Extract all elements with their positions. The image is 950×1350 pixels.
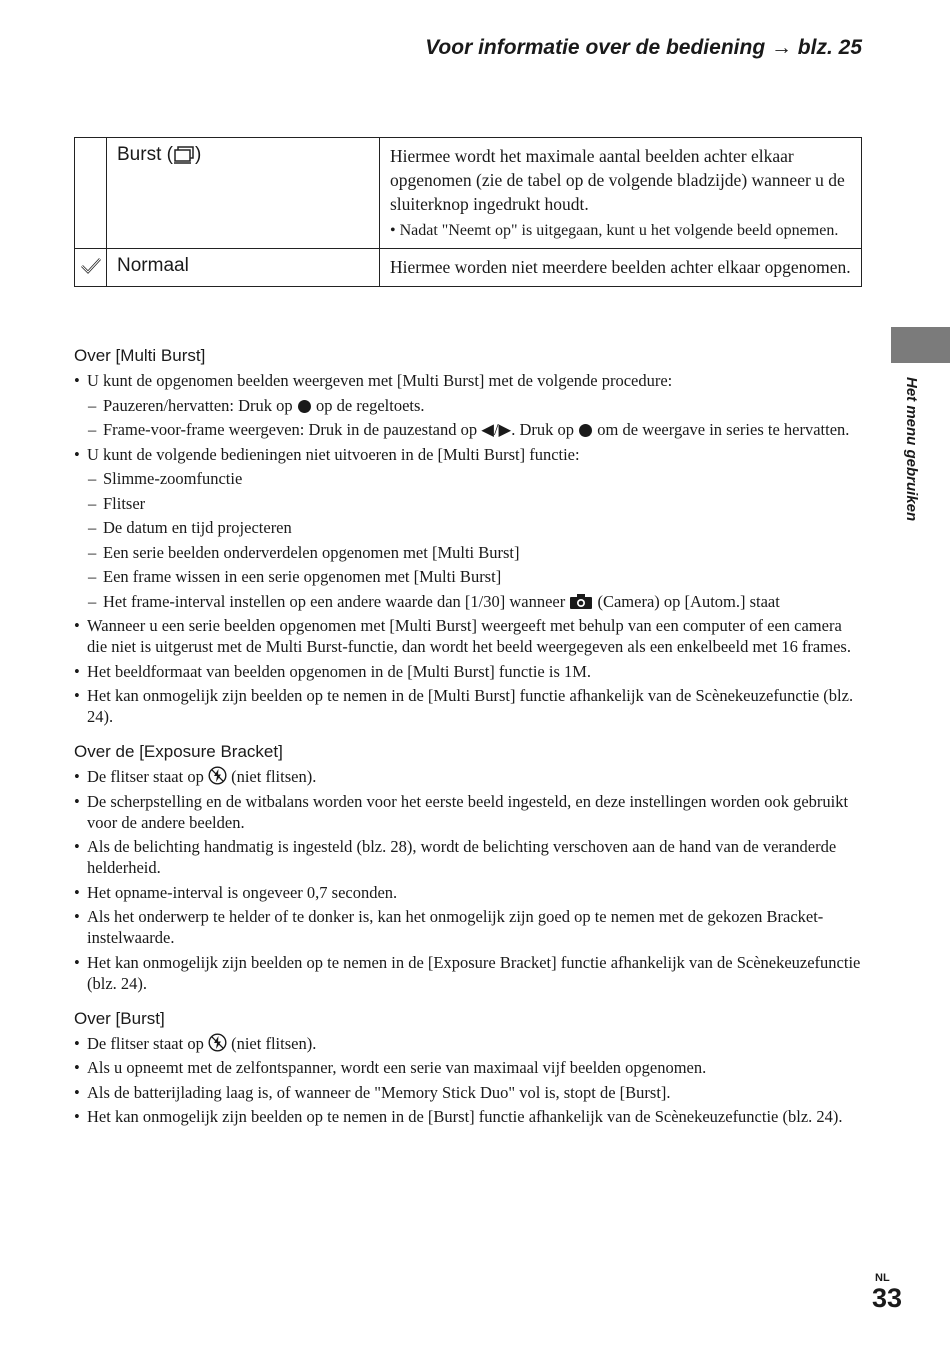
flash-off-icon: [208, 1033, 227, 1052]
list-item: • Als de batterijlading laag is, of wanneer de "Memory Stick Duo" vol is, stopt de [Burst].: [74, 1082, 864, 1103]
list-item: • De flitser staat op (niet flitsen).: [74, 766, 864, 787]
option-note: • Nadat "Neemt op" is uitgegaan, kunt u het volgende beeld opnemen.: [390, 222, 839, 239]
list-item: • De scherpstelling en de witbalans worden voor het eerste beeld ingesteld, en deze instellingen worden ook gebruikt voor de andere beelden.: [74, 791, 864, 833]
list-subitem: – Een frame wissen in een serie opgenomen met [Multi Burst]: [74, 566, 864, 587]
table-row-normaal: [75, 249, 862, 287]
burst-mode-icon: [173, 146, 195, 164]
page-number: 33: [872, 1283, 903, 1313]
list-subitem: – Het frame-interval instellen op een andere waarde dan [1/30] wanneer (Camera) op [Autom.] staat: [74, 591, 864, 612]
list-subitem: – Flitser: [74, 493, 864, 514]
side-tab-label: Het menu gebruiken: [903, 377, 920, 522]
section-title: Over [Burst]: [74, 1008, 165, 1028]
side-tab-label-container: [896, 377, 922, 537]
list-subitem: – Pauzeren/hervatten: Druk op op de regeltoets.: [74, 395, 864, 416]
table-row-burst: [75, 138, 862, 249]
burst-settings-table: [74, 137, 862, 287]
option-name: Burst: [117, 144, 162, 165]
check-cell: [75, 249, 107, 287]
option-name-cell: [107, 249, 380, 287]
bullet-list: [74, 1033, 864, 1128]
page-language: NL: [875, 1272, 890, 1284]
list-subitem: – De datum en tijd projecteren: [74, 517, 864, 538]
list-item: • Het kan onmogelijk zijn beelden op te nemen in de [Burst] functie afhankelijk van de Scènekeuzefunctie (blz. 24).: [74, 1106, 864, 1127]
center-button-icon: [578, 423, 593, 438]
list-item: • U kunt de volgende bedieningen niet uitvoeren in de [Multi Burst] functie:: [74, 444, 864, 465]
option-description: Hiermee wordt het maximale aantal beelden achter elkaar opgenomen (zie de tabel op de volgende bladzijde) wanneer u de sluiterknop ingedrukt houdt.: [390, 146, 845, 214]
list-item: • Wanneer u een serie beelden opgenomen met [Multi Burst] weergeeft met behulp van een computer of een camera die niet is uitgerust met de Multi Burst-functie, dan wordt het beeld weergegeven als een enkelbeeld met 16 frames.: [74, 615, 864, 657]
list-item: • Het kan onmogelijk zijn beelden op te nemen in de [Exposure Bracket] functie afhankelijk van de Scènekeuzefunctie (blz. 24).: [74, 952, 864, 994]
checkmark-icon: [80, 257, 102, 275]
side-tab-marker: [891, 327, 950, 363]
section-exposure-bracket: [74, 742, 864, 994]
option-description: Hiermee worden niet meerdere beelden achter elkaar opgenomen.: [390, 257, 851, 277]
list-item: • Het opname-interval is ongeveer 0,7 seconden.: [74, 882, 864, 903]
option-description-cell: [380, 138, 862, 249]
center-button-icon: [297, 399, 312, 414]
section-title: Over [Multi Burst]: [74, 346, 206, 365]
flash-off-icon: [208, 766, 227, 785]
list-item: • Het kan onmogelijk zijn beelden op te nemen in de [Multi Burst] functie afhankelijk van de Scènekeuzefunctie (blz. 24).: [74, 685, 864, 727]
list-subitem: – Slimme-zoomfunctie: [74, 468, 864, 489]
list-item: • Als u opneemt met de zelfontspanner, wordt een serie van maximaal vijf beelden opgenomen.: [74, 1057, 864, 1078]
section-burst: [74, 1009, 864, 1128]
bullet-list: [74, 766, 864, 994]
list-item: • De flitser staat op (niet flitsen).: [74, 1033, 864, 1054]
left-right-arrows: ◀/▶: [481, 420, 512, 439]
notes-content: [74, 346, 864, 1142]
list-item: • Het beeldformaat van beelden opgenomen in de [Multi Burst] functie is 1M.: [74, 661, 864, 682]
list-subitem: – Frame-voor-frame weergeven: Druk in de pauzestand op ◀/▶. Druk op om de weergave in series te hervatten.: [74, 419, 864, 440]
option-description-cell: [380, 249, 862, 287]
list-item: • Als de belichting handmatig is ingesteld (blz. 28), wordt de belichting verschoven aan de hand van de veranderde helderheid.: [74, 836, 864, 878]
bullet-list: [74, 370, 864, 727]
running-header: Voor informatie over de bediening → blz. 25: [425, 36, 862, 59]
option-name-cell: Burst ( ): [107, 138, 380, 249]
section-title: Over de [Exposure Bracket]: [74, 742, 283, 761]
list-item: • Als het onderwerp te helder of te donker is, kan het onmogelijk zijn goed op te nemen met de gekozen Bracket-instelwaarde.: [74, 906, 864, 948]
check-cell: [75, 138, 107, 249]
section-multi-burst: [74, 346, 864, 727]
list-subitem: – Een serie beelden onderverdelen opgenomen met [Multi Burst]: [74, 542, 864, 563]
option-name: Normaal: [117, 255, 189, 276]
list-item: • U kunt de opgenomen beelden weergeven met [Multi Burst] met de volgende procedure:: [74, 370, 864, 391]
camera-icon: [569, 593, 593, 610]
